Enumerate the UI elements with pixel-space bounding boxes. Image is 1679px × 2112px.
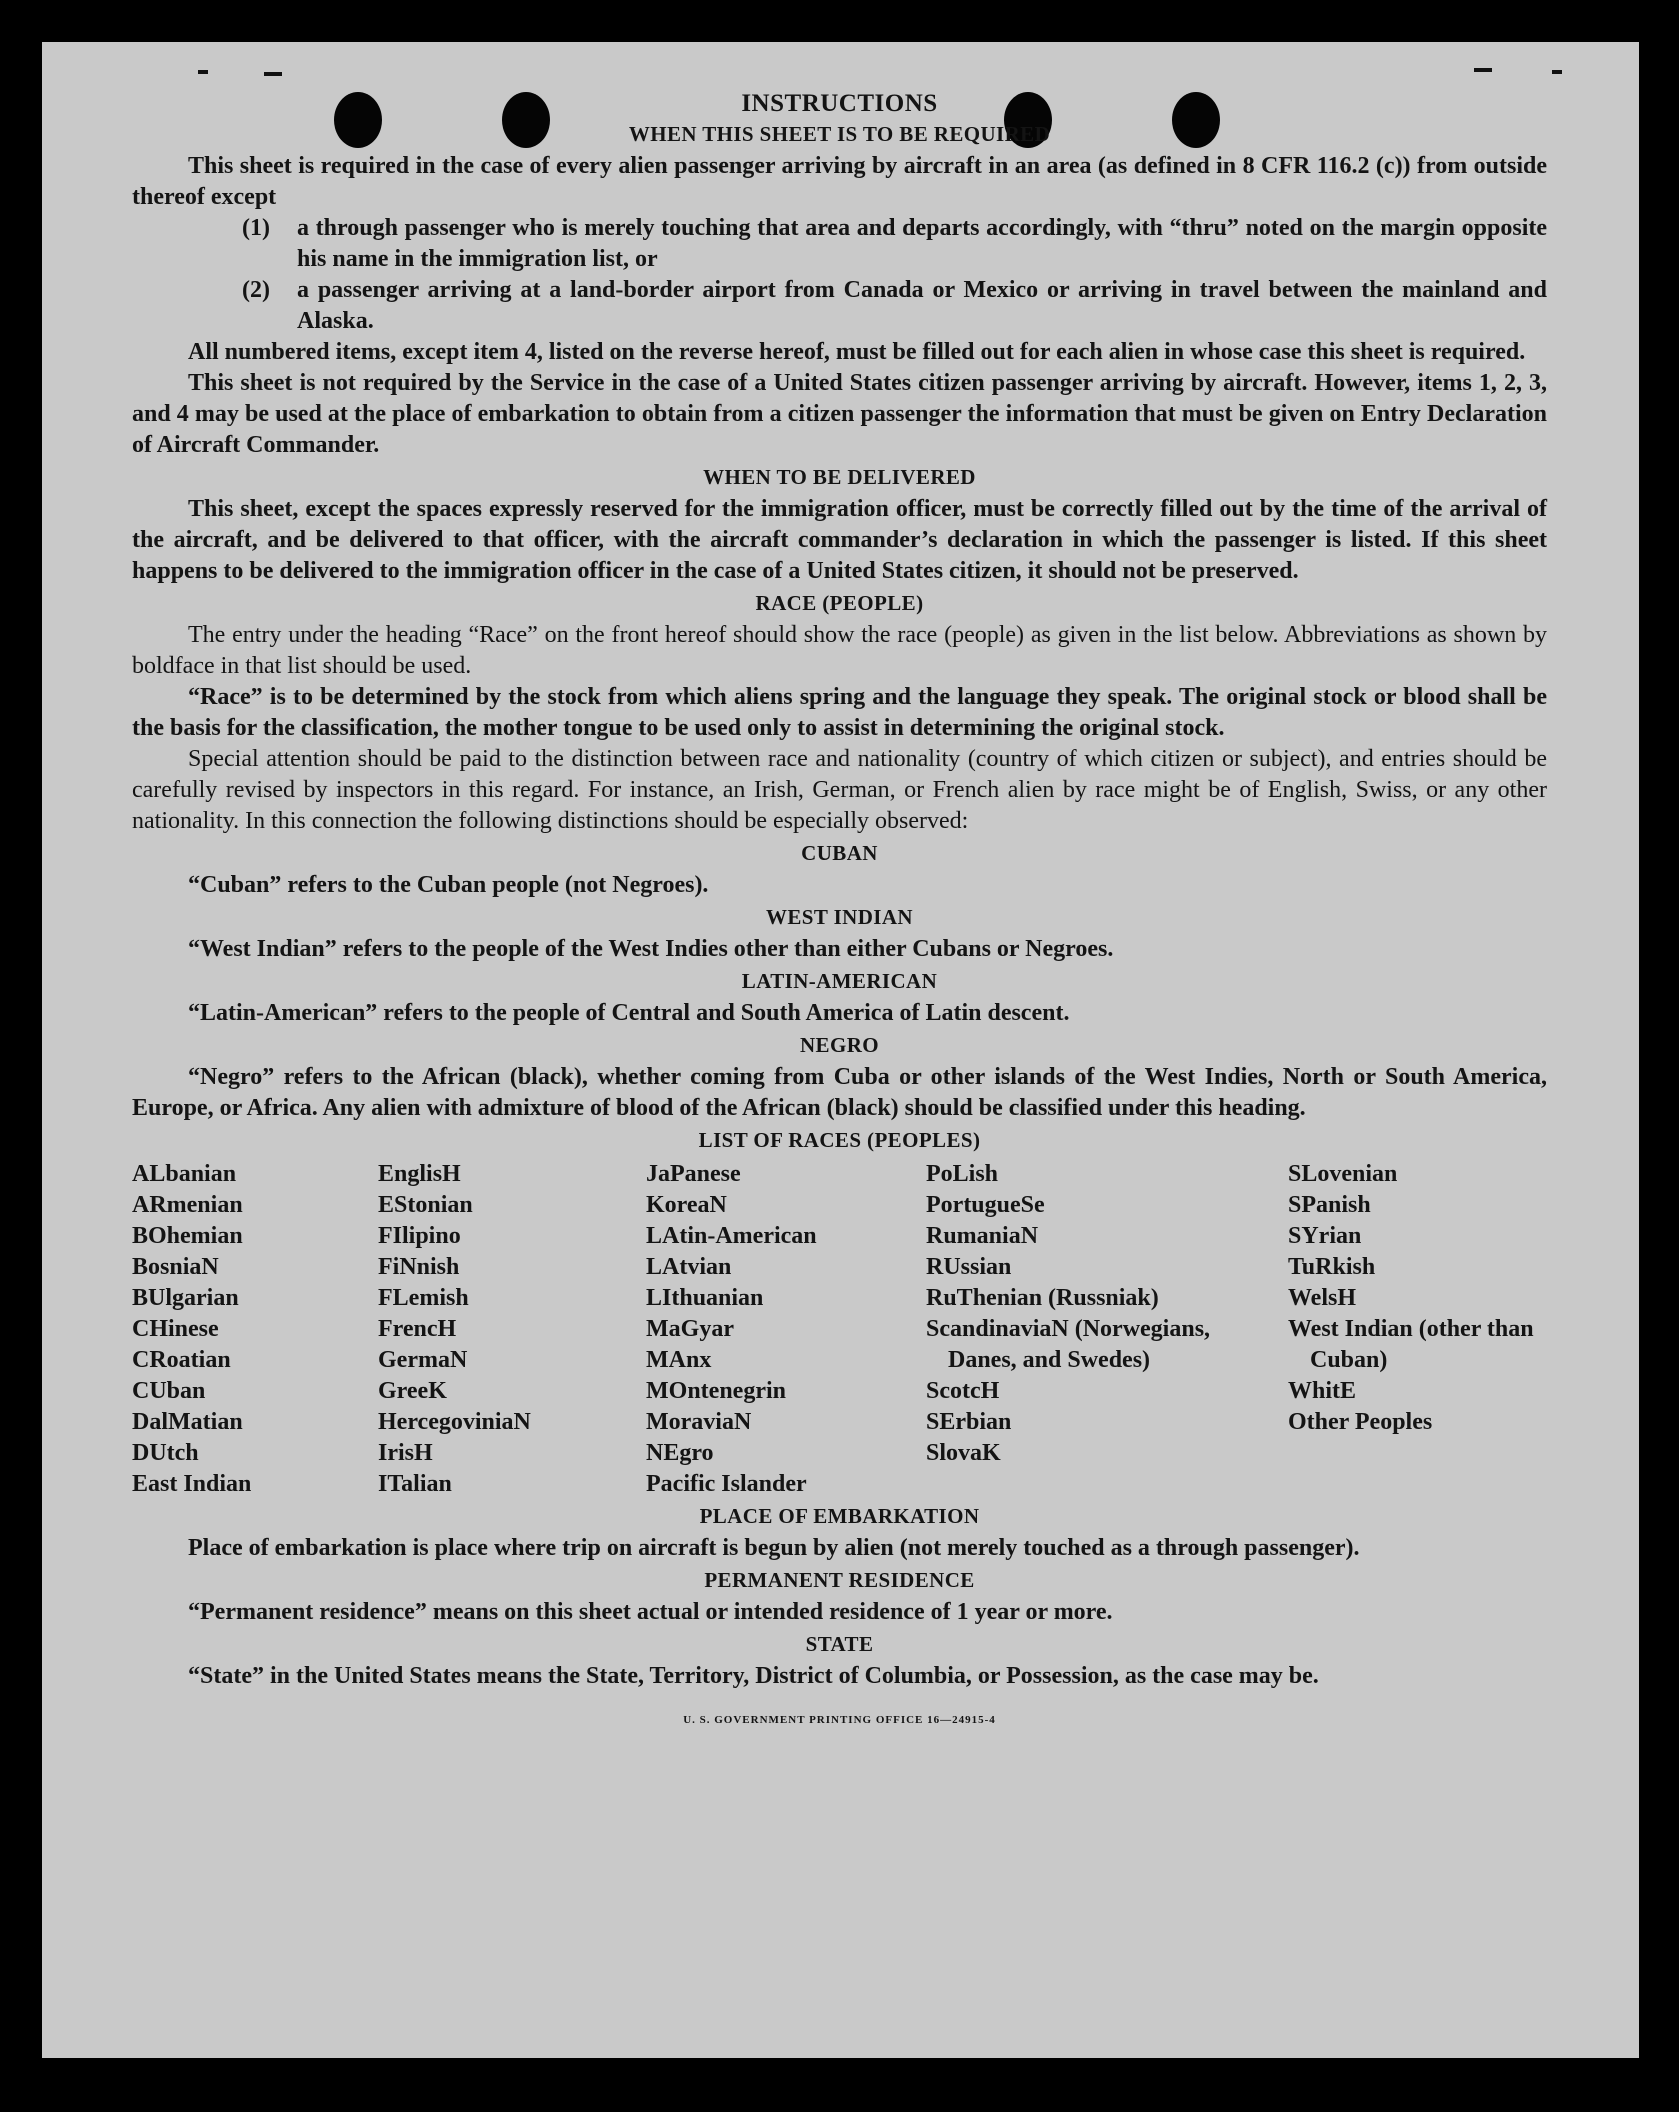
race-item: SErbian: [926, 1409, 1012, 1435]
section-heading: LATIN-AMERICAN: [741, 969, 938, 993]
item-text: a passenger arriving at a land-border airport from Canada or Mexico or arriving in travel between the mainland and Alaska.: [297, 277, 1547, 334]
item-text: a through passenger who is merely touching that area and departs accordingly, with “thru” noted on the margin opposite his name in the immigration list, or: [297, 215, 1547, 272]
race-item: EnglisH: [378, 1161, 461, 1187]
races-column: [132, 1159, 378, 1500]
item-number: (1): [242, 215, 270, 241]
race-item: SYrian: [1288, 1223, 1362, 1249]
race-item: RUssian: [926, 1254, 1012, 1280]
exception-item: [242, 275, 1547, 337]
race-item: KoreaN: [646, 1192, 727, 1218]
printer-imprint: U. S. GOVERNMENT PRINTING OFFICE 16—24915-4: [683, 1714, 996, 1726]
race-item: LAtvian: [646, 1254, 732, 1280]
instructions-content: [132, 90, 1547, 1726]
paragraph: “Latin-American” refers to the people of Central and South America of Latin descent.: [188, 1000, 1070, 1026]
race-item: BOhemian: [132, 1223, 243, 1249]
races-column: [1288, 1159, 1538, 1500]
race-item: HercegoviniaN: [378, 1409, 531, 1435]
race-item: RumaniaN: [926, 1223, 1039, 1249]
race-item: EStonian: [378, 1192, 473, 1218]
exception-item: [242, 213, 1547, 275]
race-item: WhitE: [1288, 1378, 1357, 1404]
section-heading: WHEN THIS SHEET IS TO BE REQUIRED: [628, 122, 1051, 146]
race-item: West Indian (other than Cuban): [1288, 1316, 1534, 1373]
race-item: JaPanese: [646, 1161, 741, 1187]
races-column: [926, 1159, 1288, 1500]
staple-mark: [1474, 68, 1492, 72]
race-item: DUtch: [132, 1440, 199, 1466]
race-item: Other Peoples: [1288, 1409, 1433, 1435]
races-list: [132, 1159, 1547, 1500]
race-item: GermaN: [378, 1347, 468, 1373]
race-item: ALbanian: [132, 1161, 237, 1187]
section-heading: CUBAN: [801, 841, 878, 865]
paragraph: “State” in the United States means the State, Territory, District of Columbia, or Possession, as the case may be.: [188, 1663, 1319, 1689]
paragraph: All numbered items, except item 4, listed on the reverse hereof, must be filled out for each alien in whose case this sheet is required.: [188, 339, 1526, 365]
race-item: BosniaN: [132, 1254, 219, 1280]
race-item: DalMatian: [132, 1409, 243, 1435]
race-item: MAnx: [646, 1347, 712, 1373]
paragraph: Place of embarkation is place where trip on aircraft is begun by alien (not merely touched as a through passenger).: [188, 1535, 1360, 1561]
race-item: NEgro: [646, 1440, 714, 1466]
race-item: SlovaK: [926, 1440, 1001, 1466]
section-heading: PERMANENT RESIDENCE: [704, 1568, 975, 1592]
race-item: RuThenian (Russniak): [926, 1285, 1159, 1311]
race-item: BUlgarian: [132, 1285, 239, 1311]
race-item: PortugueSe: [926, 1192, 1045, 1218]
paragraph: “Race” is to be determined by the stock from which aliens spring and the language they speak. The original stock or blood shall be the basis for the classification, the mother tongue to be used only to assist in determining the original stock.: [132, 684, 1547, 741]
document-sheet: [42, 42, 1639, 2058]
section-heading: LIST OF RACES (PEOPLES): [698, 1128, 981, 1152]
paragraph: This sheet, except the spaces expressly reserved for the immigration officer, must be correctly filled out by the time of the arrival of the aircraft, and be delivered to that officer, with the aircraft commander’s declaration in which the passenger is listed. If this sheet happens to be delivered to the immigration officer in the case of a United States citizen, it should not be preserved.: [132, 496, 1547, 584]
race-item: SLovenian: [1288, 1161, 1398, 1187]
race-item: CUban: [132, 1378, 206, 1404]
section-heading: NEGRO: [799, 1033, 879, 1057]
race-item: CHinese: [132, 1316, 219, 1342]
race-item: MoraviaN: [646, 1409, 752, 1435]
staple-mark: [264, 72, 282, 76]
race-item: PoLish: [926, 1161, 999, 1187]
page-title: INSTRUCTIONS: [741, 90, 938, 117]
paragraph: “Cuban” refers to the Cuban people (not Negroes).: [188, 872, 709, 898]
race-item: WelsH: [1288, 1285, 1357, 1311]
race-item: IrisH: [378, 1440, 433, 1466]
race-item: FiNnish: [378, 1254, 460, 1280]
races-column: [646, 1159, 926, 1500]
race-item: ITalian: [378, 1471, 452, 1497]
item-number: (2): [242, 277, 270, 303]
race-item: MaGyar: [646, 1316, 734, 1342]
paragraph: “Negro” refers to the African (black), whether coming from Cuba or other islands of the West Indies, North or South America, Europe, or Africa. Any alien with admixture of blood of the African (black) should be classified under this heading.: [132, 1064, 1547, 1121]
race-item: FIlipino: [378, 1223, 461, 1249]
race-item: Pacific Islander: [646, 1471, 807, 1497]
race-item: ScotcH: [926, 1378, 1000, 1404]
race-item: East Indian: [132, 1471, 252, 1497]
race-item: CRoatian: [132, 1347, 231, 1373]
paragraph: This sheet is not required by the Service in the case of a United States citizen passenger arriving by aircraft. However, items 1, 2, 3, and 4 may be used at the place of embarkation to obtain from a citizen passenger the information that must be given on Entry Declaration of Aircraft Commander.: [132, 370, 1547, 458]
staple-mark: [198, 70, 208, 74]
race-item: ARmenian: [132, 1192, 243, 1218]
race-item: LAtin-American: [646, 1223, 817, 1249]
race-item: MOntenegrin: [646, 1378, 786, 1404]
section-heading: PLACE OF EMBARKATION: [699, 1504, 980, 1528]
race-item: ScandinaviaN (Norwegians, Danes, and Swedes): [926, 1316, 1211, 1373]
section-heading: WHEN TO BE DELIVERED: [703, 465, 976, 489]
section-heading: WEST INDIAN: [766, 905, 913, 929]
race-item: LIthuanian: [646, 1285, 764, 1311]
paragraph: This sheet is required in the case of every alien passenger arriving by aircraft in an area (as defined in 8 CFR 116.2 (c)) from outside thereof except: [132, 153, 1547, 210]
section-heading: RACE (PEOPLE): [755, 591, 924, 615]
paragraph: “Permanent residence” means on this sheet actual or intended residence of 1 year or more.: [188, 1599, 1113, 1625]
race-item: SPanish: [1288, 1192, 1371, 1218]
race-item: FrencH: [378, 1316, 457, 1342]
race-item: FLemish: [378, 1285, 469, 1311]
race-item: GreeK: [378, 1378, 447, 1404]
paragraph: Special attention should be paid to the distinction between race and nationality (country of which citizen or subject), and entries should be carefully revised by inspectors in this regard. For instance, an Irish, German, or French alien by race might be of English, Swiss, or any other nationality. In this connection the following distinctions should be especially observed:: [132, 746, 1547, 834]
paragraph: “West Indian” refers to the people of the West Indies other than either Cubans or Negroes.: [188, 936, 1114, 962]
section-heading: STATE: [805, 1632, 874, 1656]
staple-mark: [1552, 70, 1562, 74]
races-column: [378, 1159, 646, 1500]
paragraph: The entry under the heading “Race” on the front hereof should show the race (people) as given in the list below. Abbreviations as shown by boldface in that list should be used.: [132, 622, 1547, 679]
race-item: TuRkish: [1288, 1254, 1376, 1280]
